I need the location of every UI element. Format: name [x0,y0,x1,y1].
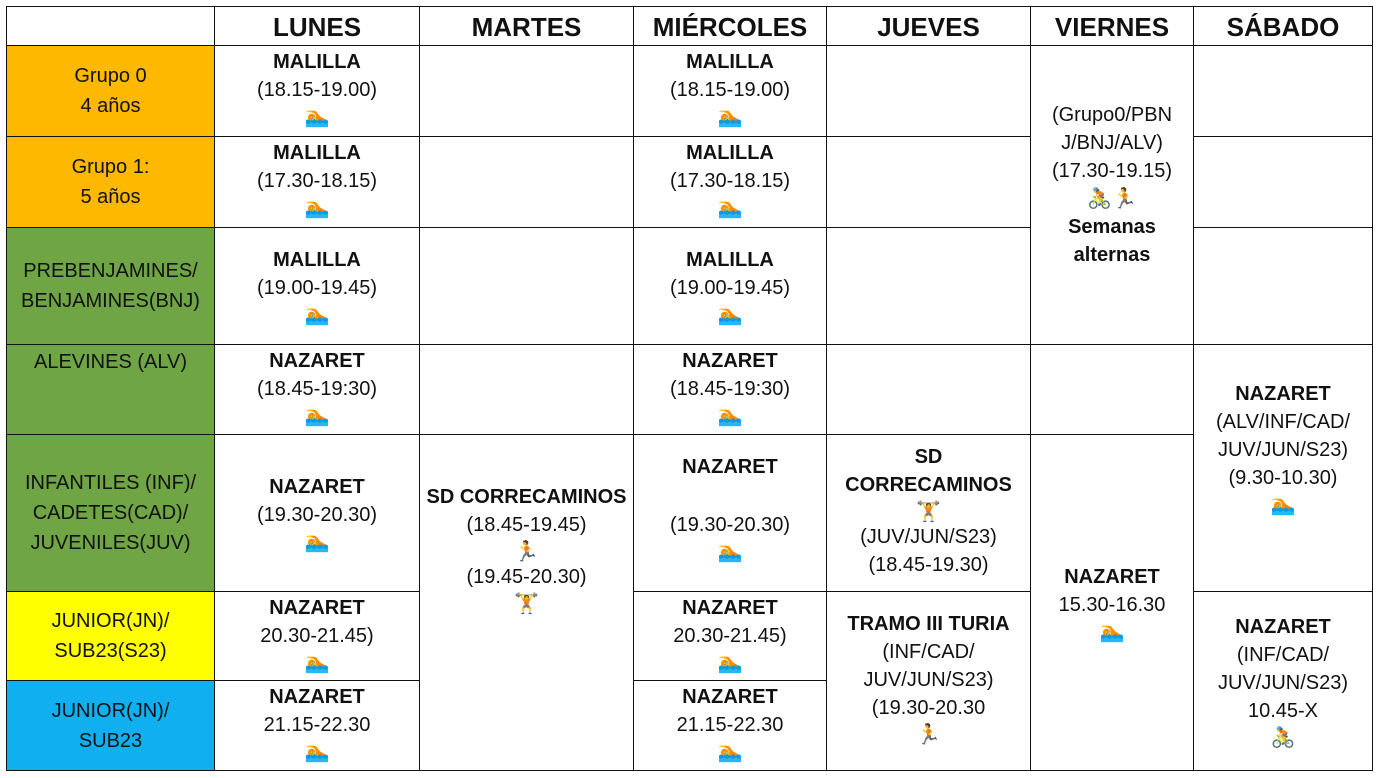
cell-martes-infantiles-junior [419,434,634,771]
time: (17.30-18.15) [256,170,378,192]
time: (17.30-18.15) [669,170,791,192]
time: (19.45-20.30) [466,565,587,588]
place: MALILLA [686,142,774,164]
place: NAZARET [682,350,778,372]
time: 21.15-22.30 [263,714,371,736]
place: NAZARET [269,350,365,372]
time: (19.30-20.30) [256,504,378,526]
time: (18.15-19.00) [256,79,378,101]
groups: (INF/CAD/ [882,641,975,663]
place: SD CORRECAMINOS [426,485,627,508]
time: (18.45-19.30) [868,554,989,576]
cell-jueves-infantiles [826,434,1031,592]
time: 21.15-22.30 [676,714,784,736]
swim-icon: 🏊 [304,650,330,674]
time: (19.00-19.45) [669,277,791,299]
cell-lunes-infantiles [214,434,420,592]
cell-martes-grupo0 [419,45,634,137]
cycling-icon: 🚴 [1087,186,1112,210]
cell-miercoles-junior-s23 [633,591,827,681]
place: SD [914,446,943,468]
group-alevines [6,344,215,435]
cell-jueves-grupo0 [826,45,1031,137]
groups: JUV/JUN/S23) [1217,672,1349,694]
place: NAZARET [682,686,778,708]
running-icon: 🏃 [514,538,539,563]
swim-icon: 🏊 [304,104,330,128]
time: (18.15-19.00) [669,79,791,101]
weightlifting-icon: 🏋 [514,590,539,615]
group-infantiles [6,434,215,592]
time: (18.45-19:30) [669,378,791,400]
cell-viernes-alevines [1030,344,1194,435]
group-label: JUNIOR(JN)/ [51,699,170,722]
group-prebenjamines [6,227,215,345]
cell-sabado-alevines-infantiles [1193,344,1373,592]
header-corner [6,6,215,46]
time: 20.30-21.45) [673,625,787,647]
time: (9.30-10.30) [1228,467,1338,489]
place: NAZARET [269,597,365,619]
place: MALILLA [686,51,774,73]
group-1 [6,136,215,228]
header-miercoles: MIÉRCOLES [633,6,827,46]
group-label: Grupo 1: [71,156,150,178]
time: (19.00-19.45) [256,277,378,299]
swim-icon: 🏊 [304,739,330,763]
group-label: BENJAMINES(BNJ) [21,290,200,312]
cell-lunes-prebenjamines [214,227,420,345]
place: NAZARET [682,597,778,619]
place: MALILLA [686,249,774,271]
header-jueves: JUEVES [826,6,1031,46]
place: NAZARET [1235,616,1331,638]
place: TRAMO III TURIA [847,613,1010,635]
schedule-table [6,6,1373,771]
place: NAZARET [1235,383,1331,405]
groups: (Grupo0/PBN [1051,104,1173,126]
place: NAZARET [269,476,365,498]
place: NAZARET [269,686,365,708]
swim-icon: 🏊 [717,104,743,128]
swim-icon: 🏊 [717,739,743,763]
cell-viernes-infantiles-junior [1030,434,1194,771]
group-label: Grupo 0 [74,65,147,87]
cell-jueves-alevines [826,344,1031,435]
weightlifting-icon: 🏋 [916,499,941,523]
swim-icon: 🏊 [717,539,743,563]
cell-martes-alevines [419,344,634,435]
cell-lunes-junior-s23 [214,591,420,681]
cell-miercoles-prebenjamines [633,227,827,345]
group-label: SUB23(S23) [54,640,167,662]
swim-icon: 🏊 [717,403,743,427]
place: MALILLA [273,142,361,164]
group-label: PREBENJAMINES/ [23,260,198,282]
cell-sabado-grupo1 [1193,136,1373,228]
time: 20.30-21.45) [260,625,374,647]
cell-miercoles-grupo1 [633,136,827,228]
cell-lunes-grupo1 [214,136,420,228]
group-junior-s23 [6,591,215,681]
swim-icon: 🏊 [304,529,330,553]
place: CORRECAMINOS [845,474,1012,496]
groups: (JUV/JUN/S23) [860,526,997,548]
swim-icon: 🏊 [717,302,743,326]
cell-martes-grupo1 [419,136,634,228]
time: (18.45-19:30) [256,378,378,400]
cell-viernes-grupos-0-2 [1030,45,1194,345]
groups: JUV/JUN/S23) [1217,439,1349,461]
time: 15.30-16.30 [1058,593,1166,616]
note: Semanas [1068,216,1156,238]
swim-icon: 🏊 [1099,618,1125,643]
cell-jueves-prebenjamines [826,227,1031,345]
header-martes: MARTES [419,6,634,46]
cell-lunes-alevines [214,344,420,435]
header-sabado: SÁBADO [1193,6,1373,46]
cell-sabado-grupo0 [1193,45,1373,137]
note: alternas [1073,244,1151,266]
time: (18.45-19.45) [466,513,587,536]
place: NAZARET [682,456,778,478]
group-label: JUNIOR(JN)/ [51,610,170,632]
icons-row [1087,185,1137,213]
time: (17.30-19.15) [1051,160,1173,182]
header-viernes: VIERNES [1030,6,1194,46]
group-label: 4 años [80,95,141,117]
cell-sabado-junior [1193,591,1373,771]
cell-miercoles-alevines [633,344,827,435]
swim-icon: 🏊 [304,302,330,326]
running-icon: 🏃 [916,722,941,746]
groups: J/BNJ/ALV) [1061,132,1163,154]
swim-icon: 🏊 [717,650,743,674]
cycling-icon: 🚴 [1270,725,1296,749]
groups: (ALV/INF/CAD/ [1215,411,1351,433]
group-label: INFANTILES (INF)/ [24,472,197,494]
cell-lunes-grupo0 [214,45,420,137]
running-icon: 🏃 [1112,186,1137,210]
group-label: JUVENILES(JUV) [30,532,191,554]
group-label: CADETES(CAD)/ [32,502,189,524]
cell-miercoles-junior-sub23 [633,680,827,771]
cell-martes-prebenjamines [419,227,634,345]
groups: JUV/JUN/S23) [863,669,994,691]
time: 10.45-X [1247,700,1319,722]
swim-icon: 🏊 [717,195,743,219]
group-label: ALEVINES (ALV) [33,351,188,373]
swim-icon: 🏊 [304,403,330,427]
cell-sabado-prebenjamines [1193,227,1373,345]
cell-jueves-junior [826,591,1031,771]
group-label: SUB23 [78,729,143,752]
cell-jueves-grupo1 [826,136,1031,228]
swim-icon: 🏊 [304,195,330,219]
cell-lunes-junior-sub23 [214,680,420,771]
place: MALILLA [273,249,361,271]
group-0 [6,45,215,137]
cell-miercoles-infantiles [633,434,827,592]
header-lunes: LUNES [214,6,420,46]
groups: (INF/CAD/ [1236,644,1330,666]
swim-icon: 🏊 [1270,492,1296,516]
time: (19.30-20.30) [669,514,791,536]
group-junior-sub23 [6,680,215,771]
group-label: 5 años [80,186,141,208]
place: MALILLA [273,51,361,73]
cell-miercoles-grupo0 [633,45,827,137]
place: NAZARET [1064,565,1160,588]
time: (19.30-20.30 [871,697,986,719]
